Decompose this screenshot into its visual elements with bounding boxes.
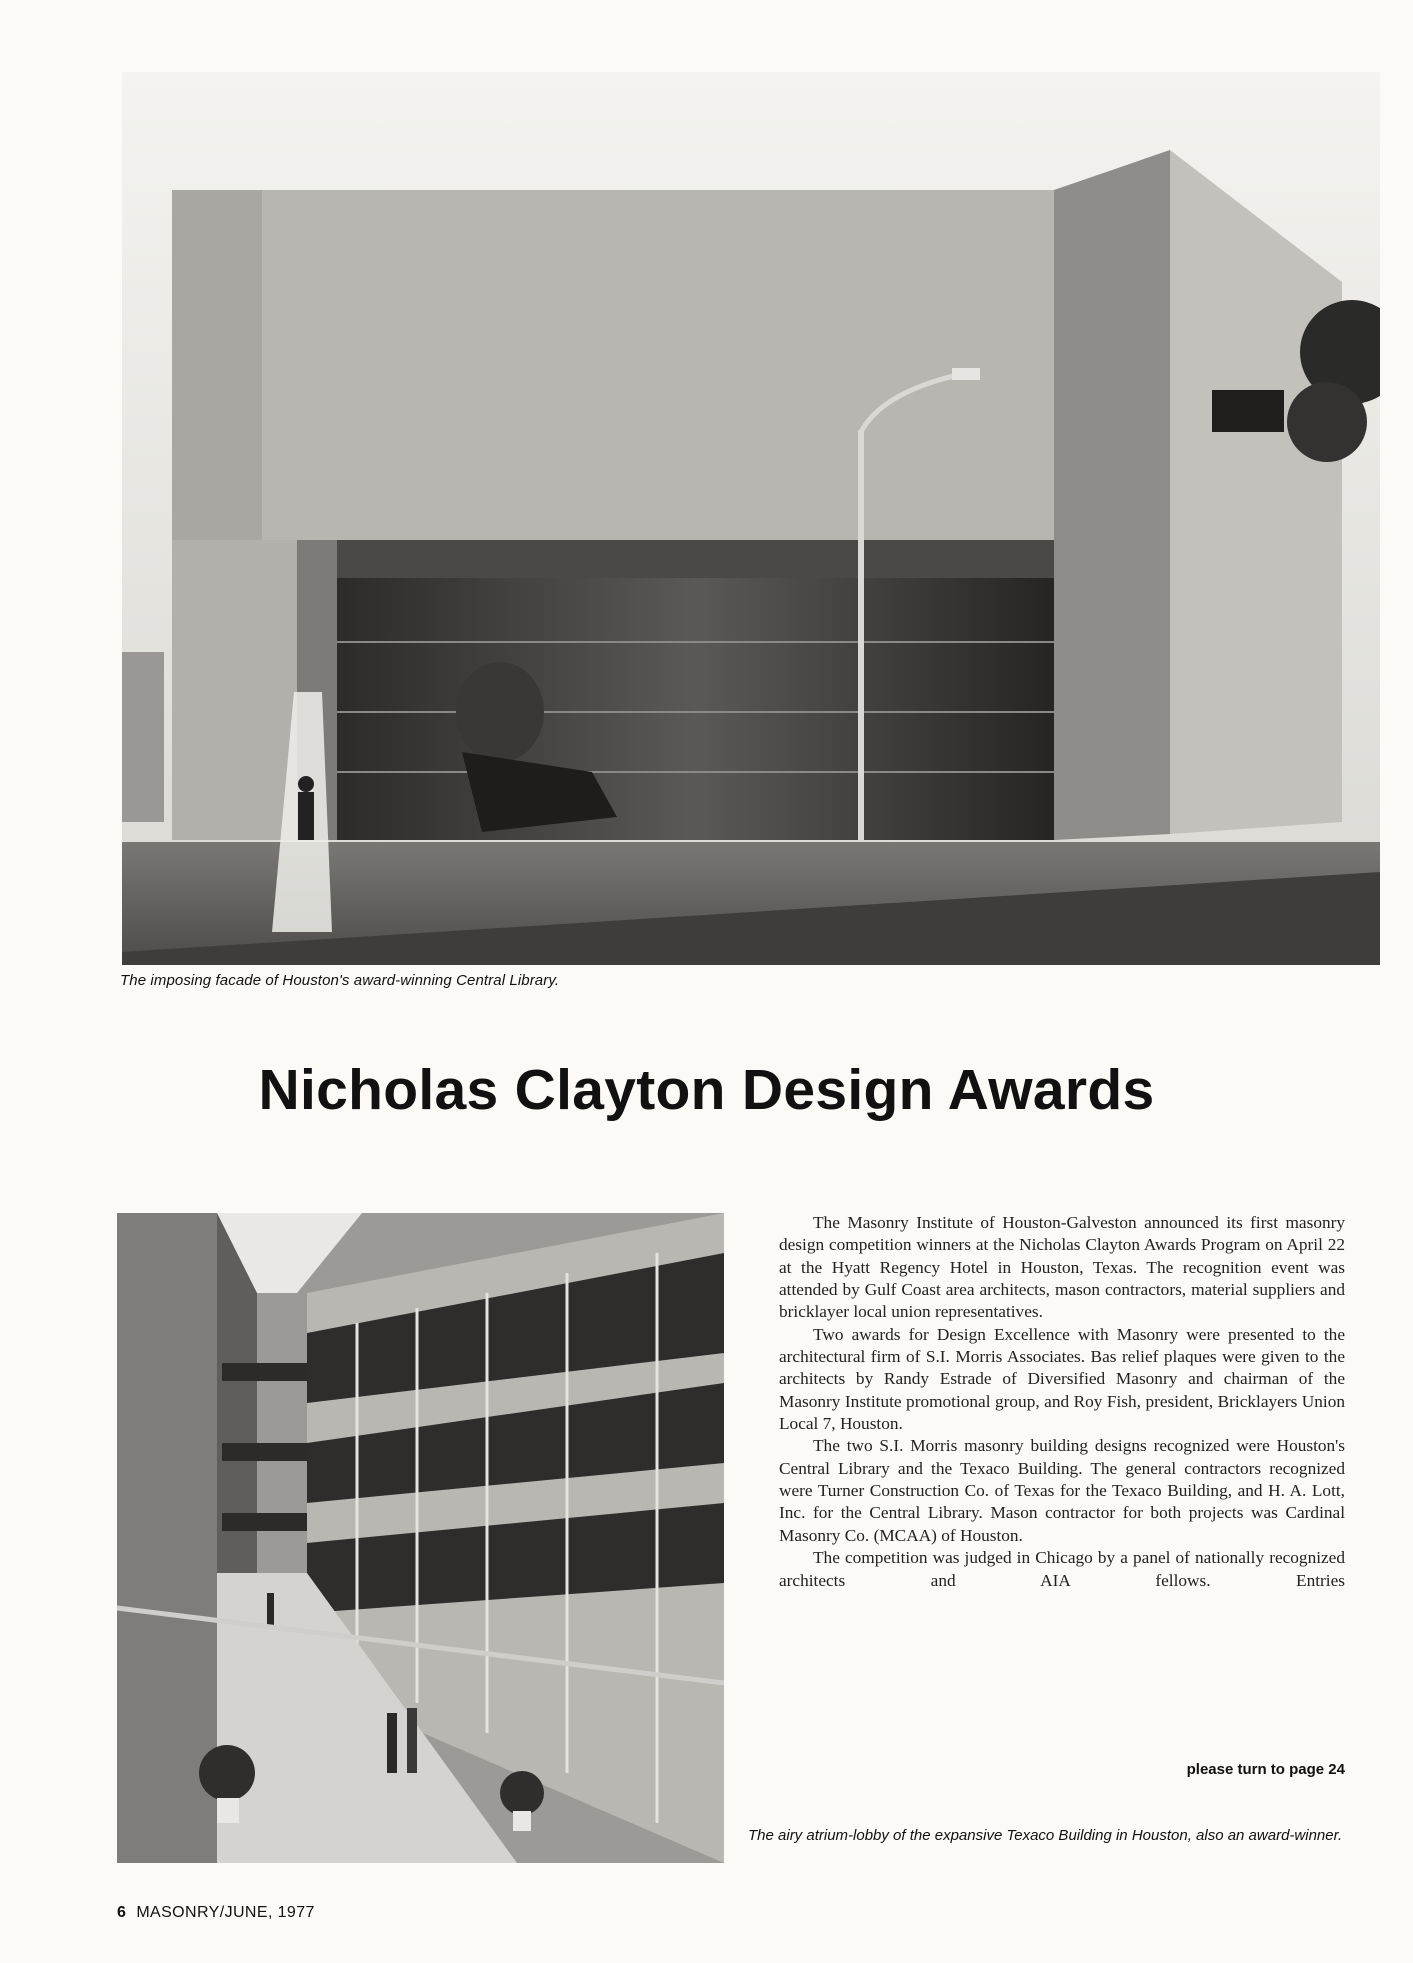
library-facade-photo [122,72,1380,965]
article-paragraph: The two S.I. Morris masonry building designs recognized were Houston's Central Library and the Texaco Building. The general contractors recognized were Turner Construction Co. of Texas for the Texaco Building, and H. A. Lott, Inc. for the Central Library. Mason contractor for both projects was Cardinal Masonry Co. (MCAA) of Houston. [779,1436,1345,1545]
article-headline: Nicholas Clayton Design Awards [258,1058,1155,1122]
continuation-note: please turn to page 24 [1186,1761,1345,1778]
atrium-photo-caption: The airy atrium-lobby of the expansive Texaco Building in Houston, also an award-winner. [748,1827,1343,1844]
publication-line: MASONRY/JUNE, 1977 [136,1904,315,1921]
article-body [779,1212,1345,1592]
article-paragraph: The Masonry Institute of Houston-Galveston announced its first masonry design competition winners at the Nicholas Clayton Awards Program on April 22 at the Hyatt Regency Hotel in Houston, Texas. The recognition event was attended by Gulf Coast area architects, mason contractors, material suppliers and bricklayer local union representatives. [779,1213,1345,1322]
page-number: 6 [117,1904,127,1921]
texaco-atrium-photo [117,1213,724,1863]
library-photo-caption: The imposing facade of Houston's award-winning Central Library. [120,972,560,989]
article-paragraph: Two awards for Design Excellence with Masonry were presented to the architectural firm of S.I. Morris Associates. Bas relief plaques were given to the architects by Randy Estrade of Diversified Masonry and chairman of the Masonry Institute promotional group, and Roy Fish, president, Bricklayers Union Local 7, Houston. [779,1324,1345,1434]
article-paragraph: The competition was judged in Chicago by a panel of nationally recognized architects and AIA fellows. Entries [779,1548,1345,1590]
page-footer [117,1904,315,1922]
